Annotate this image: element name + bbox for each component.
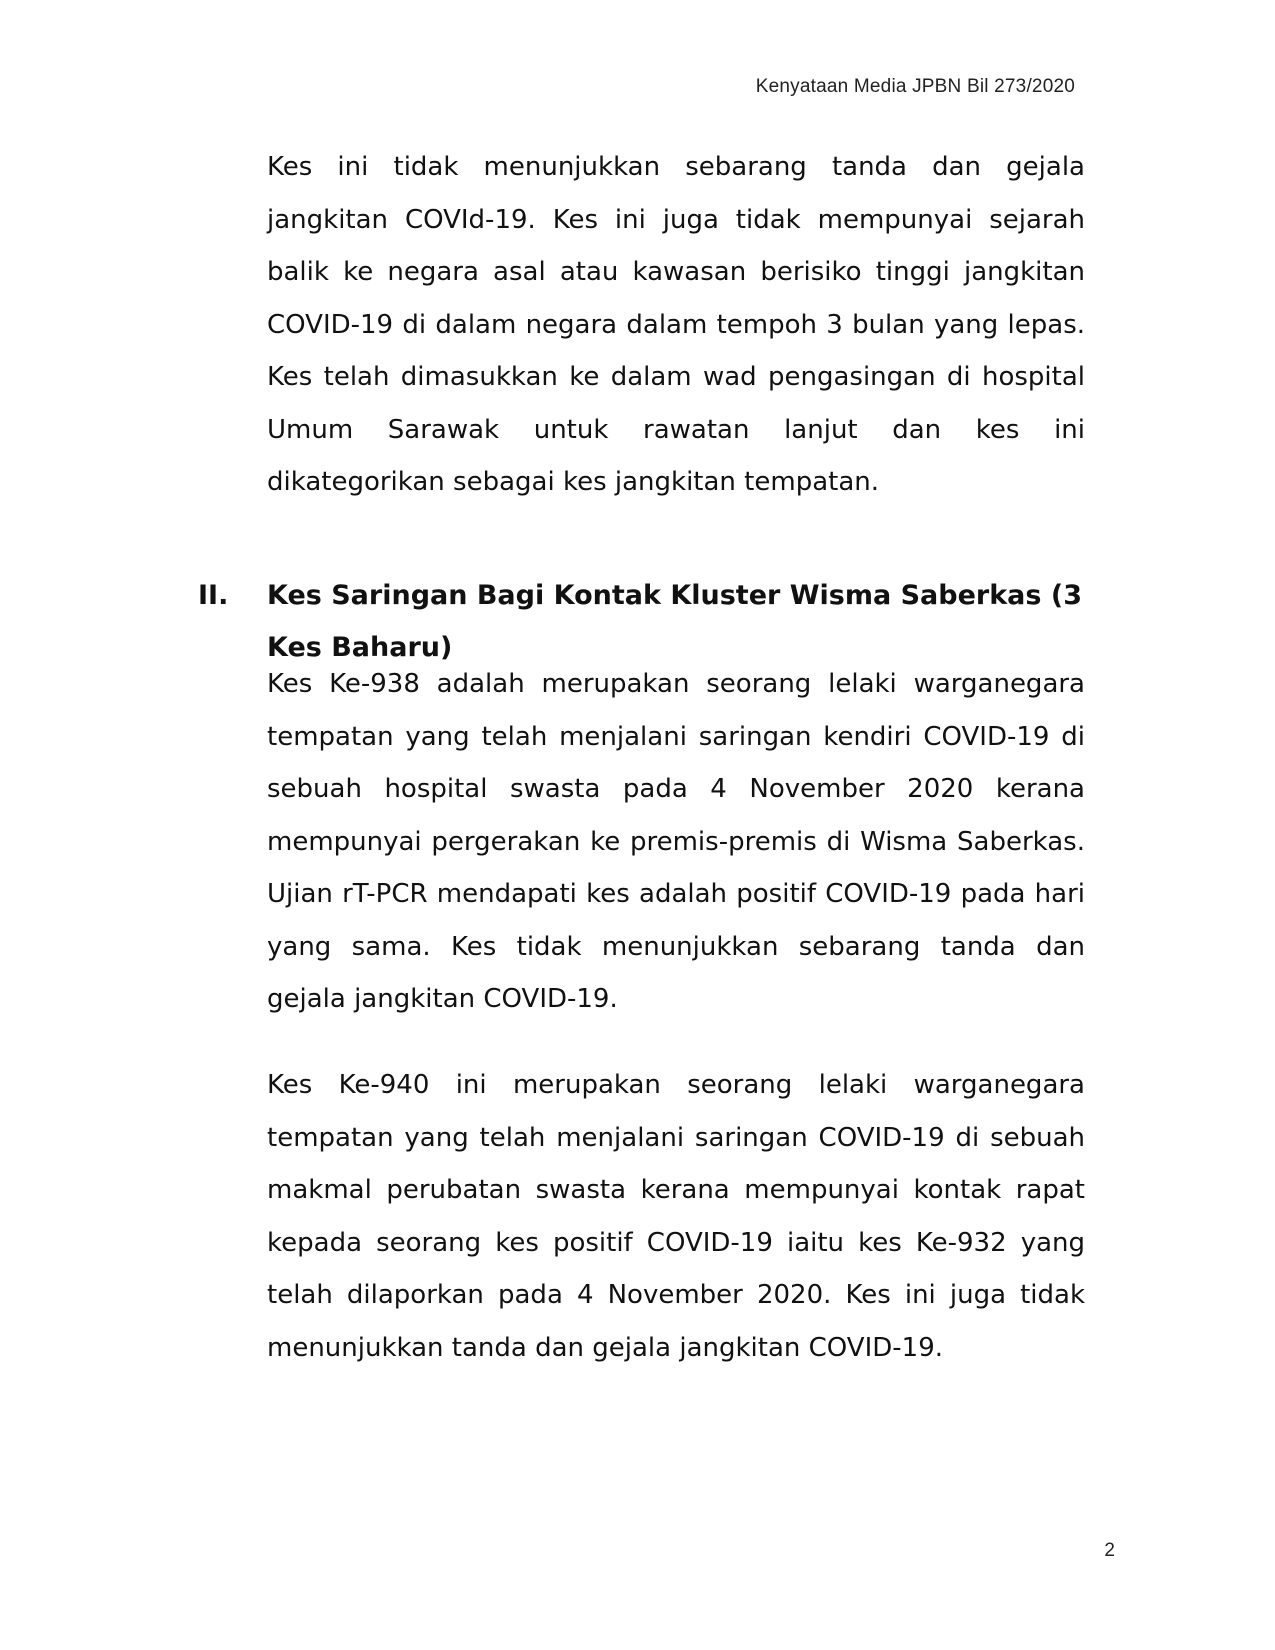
intro-continuation-paragraph: Kes ini tidak menunjukkan sebarang tanda dan gejala jangkitan COVId-19. Kes ini juga tidak mempunyai sejarah balik ke negara asal atau kawasan berisiko tinggi jangkitan COVID-19 di dalam negara dalam tempoh 3 bulan yang lepas. Kes telah dimasukkan ke dalam wad pengasingan di hospital Umum Sarawak untuk rawatan lanjut dan kes ini dikategorikan sebagai kes jangkitan tempatan. (267, 152, 1085, 497)
page-number: 2 (1104, 1540, 1115, 1561)
section-title: Kes Saringan Bagi Kontak Kluster Wisma Saberkas (3 Kes Baharu) (267, 580, 1082, 663)
section-number: II. (198, 580, 229, 611)
document-reference-header: Kenyataan Media JPBN Bil 273/2020 (755, 76, 1075, 97)
case-940-paragraph: Kes Ke-940 ini merupakan seorang lelaki warganegara tempatan yang telah menjalani saringan COVID-19 di sebuah makmal perubatan swasta kerana mempunyai kontak rapat kepada seorang kes positif COVID-19 iaitu kes Ke-932 yang telah dilaporkan pada 4 November 2020. Kes ini juga tidak menunjukkan tanda dan gejala jangkitan COVID-19. (267, 1070, 1085, 1363)
case-938-paragraph: Kes Ke-938 adalah merupakan seorang lelaki warganegara tempatan yang telah menjalani saringan kendiri COVID-19 di sebuah hospital swasta pada 4 November 2020 kerana mempunyai pergerakan ke premis-premis di Wisma Saberkas. Ujian rT-PCR mendapati kes adalah positif COVID-19 pada hari yang sama. Kes tidak menunjukkan sebarang tanda dan gejala jangkitan COVID-19. (267, 669, 1085, 1014)
